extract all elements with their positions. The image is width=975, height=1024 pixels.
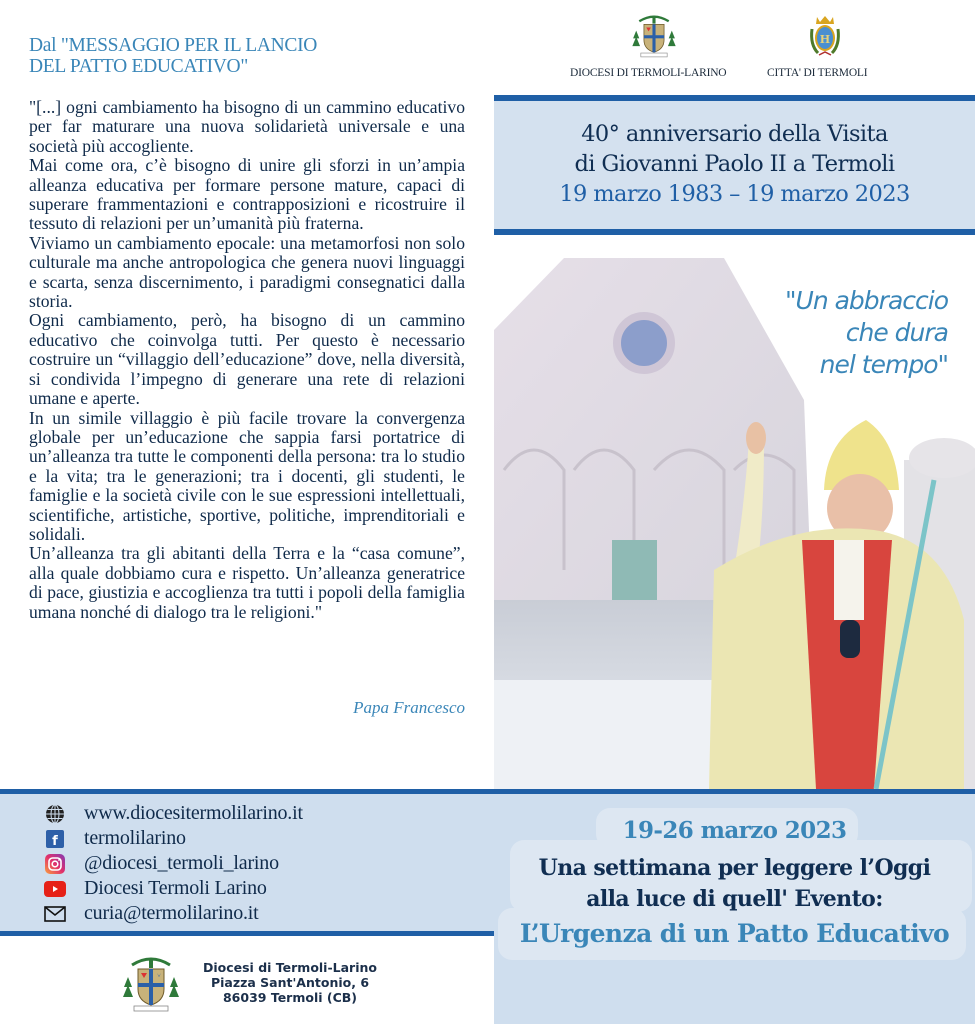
contact-website[interactable]: [44, 801, 303, 826]
title-line2: di Giovanni Paolo II a Termoli: [574, 151, 895, 177]
facebook-icon: [44, 828, 66, 850]
tagline-line1: "Un abbraccio: [785, 286, 948, 315]
title-line1: 40° anniversario della Visita: [581, 121, 888, 147]
tagline: [690, 285, 948, 381]
cathedral-door: [612, 540, 657, 602]
message-title-line2: DEL PATTO EDUCATIVO": [29, 56, 248, 77]
event-headline: L’Urgenza di un Patto Educativo: [519, 919, 950, 948]
contact-text: termolilarino: [84, 827, 186, 849]
quote-paragraph: Ogni cambiamento, però, ha bisogno di un cammino educativo che coinvolga tutti. Per questo è necessario costruire un “villaggio dell’educazione” dove, nella diversità, si condivida l’impegno di generare una rete di relazioni umane e aperte.: [29, 310, 465, 409]
contact-email[interactable]: [44, 901, 303, 926]
rose-window: [617, 316, 671, 370]
contact-facebook[interactable]: [44, 826, 303, 851]
diocese-coat-of-arms-icon: [630, 13, 678, 59]
contact-text: Diocesi Termoli Larino: [84, 877, 267, 899]
svg-text:f: f: [52, 833, 58, 848]
contact-text: @diocesi_termoli_larino: [84, 852, 279, 874]
quote-paragraph: In un simile villaggio è più facile trovare la convergenza globale per un’educazione che sappia farsi portatrice di un’alleanza tra tutte le componenti della persona: tra lo studio e la vita; tra le generazioni; tra i docenti, gli studenti, le famiglie e la società civile con le sue espressioni intellettuali, scientifiche, artistiche, sportive, politiche, imprenditoriali e solidali.: [29, 407, 465, 544]
svg-text:H: H: [819, 33, 831, 46]
tagline-line2: che dura: [845, 318, 948, 347]
address-line3: 86039 Termoli (CB): [222, 990, 357, 1005]
mail-icon: [44, 903, 66, 925]
contact-youtube[interactable]: [44, 876, 303, 901]
instagram-icon: [44, 853, 66, 875]
message-title-line1: Dal "MESSAGGIO PER IL LANCIO: [29, 35, 318, 56]
diocese-label: DIOCESI DI TERMOLI-LARINO: [570, 67, 727, 79]
quote-paragraph: Mai come ora, c’è bisogno di unire gli sforzi in un’ampia alleanza educativa per formare persone mature, capaci di superare frammentazioni e contrapposizioni e ricostruire il tessuto di relazioni per un’umanità più fraterna.: [29, 155, 465, 234]
contact-text: www.diocesitermolilarino.it: [84, 802, 303, 824]
city-coat-of-arms-icon: [808, 13, 842, 59]
contact-instagram[interactable]: [44, 851, 303, 876]
pope-quote: [29, 98, 465, 622]
anniversary-title-band: [494, 95, 975, 235]
quote-paragraph: "[...] ogni cambiamento ha bisogno di un cammino educativo per far maturare una nuova solidarietà universale e una società più accogliente.: [29, 97, 465, 156]
event-subtitle-line2: alla luce di quell' Evento:: [586, 886, 883, 912]
quote-paragraph: Viviamo un cambiamento epocale: una metamorfosi non solo culturale ma anche antropologica che genera nuovi linguaggi e scarta, senza discernimento, i paradigmi consegnatici dalla storia.: [29, 232, 465, 312]
tagline-line3: nel tempo": [819, 350, 948, 379]
contact-list: [44, 801, 303, 926]
title-dates: 19 marzo 1983 – 19 marzo 2023: [559, 181, 910, 207]
quote-signature: Papa Francesco: [353, 698, 465, 717]
city-label: CITTA' DI TERMOLI: [767, 67, 868, 79]
address-line2: Piazza Sant'Antonio, 6: [210, 975, 370, 990]
globe-icon: [44, 803, 66, 825]
address-line1: Diocesi di Termoli-Larino: [202, 960, 377, 975]
event-subtitle-line1: Una settimana per leggere l’Oggi: [538, 855, 931, 881]
contact-text: curia@termolilarino.it: [84, 902, 259, 924]
message-title: [29, 35, 469, 77]
diocese-crest-logo: [120, 955, 182, 1013]
diocese-address: [200, 960, 380, 1005]
quote-paragraph: Un’alleanza tra gli abitanti della Terra e la “casa comune”, alla quale dobbiamo cura e rispetto. Un’alleanza generatrice di pace, giustizia e accoglienza tra tutti i popoli della famiglia umana nonché di dialogo tra le religioni.": [29, 543, 465, 622]
youtube-icon: [44, 878, 66, 900]
event-dates: 19-26 marzo 2023: [622, 817, 847, 844]
